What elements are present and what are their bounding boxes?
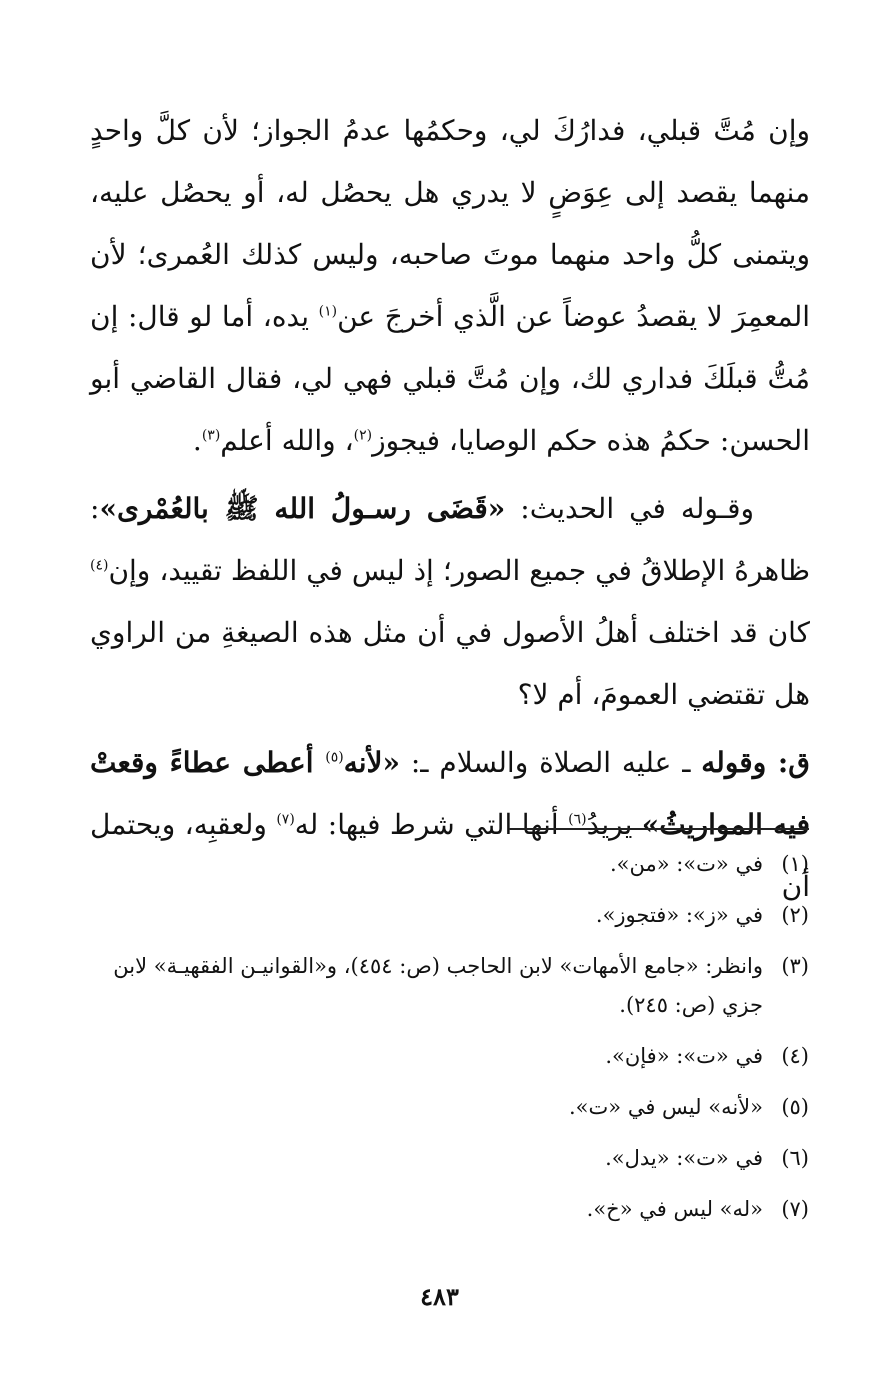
paragraph-2-text-a: وقـوله في الحديث: <box>505 492 755 525</box>
footnote-text: «لأنه» ليس في «ت». <box>569 1095 763 1119</box>
footnote-number: (٢) <box>781 903 809 927</box>
footnote-text: في «ت»: «فإن». <box>605 1044 763 1068</box>
footnote-ref-4[interactable]: (٤) <box>90 557 109 574</box>
main-text <box>90 100 810 922</box>
paragraph-3-text-b: يريدُ <box>586 808 642 841</box>
paragraph-1-text-d: . <box>192 424 202 457</box>
footnote-ref-7[interactable]: (٧) <box>276 811 295 828</box>
paragraph-3-text-a: ـ عليه الصلاة والسلام ـ: <box>399 746 702 779</box>
footnote-text: في «ز»: «فتجوز». <box>595 903 763 927</box>
paragraph-1 <box>90 100 810 472</box>
footnotes <box>89 845 809 1241</box>
footnote-separator <box>509 828 809 830</box>
footnote-2 <box>89 896 809 935</box>
footnote-ref-1[interactable]: (١) <box>318 303 338 320</box>
paragraph-1-text-a: وإن مُتَّ قبلي، فدارُكَ لي، وحكمُها عدمُ الجواز؛ لأن كلَّ واحدٍ منهما يقصد إلى عِوَضٍ لا يدري هل يحصُل له، أو يحصُل عليه، ويتمنى كلُّ واحد منهما موتَ صاحبه، وليس كذلك العُمرى؛ لأن المعمِرَ لا يقصدُ عوضاً عن الَّذي أخرجَ عن <box>90 114 811 333</box>
footnote-number: (٤) <box>781 1044 809 1068</box>
hadith-quote-part-2: أعطى عطاءً وقعتْ فيه المواريثُ» <box>90 746 810 841</box>
footnote-text: في «ت»: «يدل». <box>605 1146 763 1170</box>
footnote-number: (٧) <box>781 1197 809 1221</box>
paragraph-3-lead: ق: وقوله <box>701 746 810 779</box>
footnote-text: في «ت»: «من». <box>609 852 763 876</box>
hadith-quote-part-1: «لأنه <box>343 746 400 779</box>
footnote-5 <box>89 1088 809 1127</box>
page-number: ٤٨٣ <box>420 1282 459 1311</box>
footnote-ref-6[interactable]: (٦) <box>568 811 587 828</box>
footnote-number: (٥) <box>781 1095 809 1119</box>
footnote-ref-3[interactable]: (٣) <box>201 427 221 444</box>
paragraph-2 <box>90 478 810 726</box>
footnote-ref-5[interactable]: (٥) <box>325 749 344 766</box>
hadith-quote: «قَضَى رسـولُ الله ﷺ بالعُمْرى» <box>99 492 506 525</box>
paragraph-1-text-c: ، والله أعلم <box>220 424 354 457</box>
footnote-7 <box>89 1190 809 1229</box>
footnote-number: (١) <box>781 852 809 876</box>
footnote-ref-2[interactable]: (٢) <box>353 427 373 444</box>
footnote-number: (٦) <box>781 1146 809 1170</box>
paragraph-2-text-c: كان قد اختلف أهلُ الأصول في أن مثل هذه الصيغةِ من الراوي هل تقتضي العمومَ، أم لا؟ <box>90 616 810 711</box>
footnote-4 <box>89 1037 809 1076</box>
paragraph-1-text-b: يده، أما لو قال: إن مُتُّ قبلَكَ فداري لك، وإن مُتَّ قبلي فهي لي، فقال القاضي أبو الحسن: حكمُ هذه حكم الوصايا، فيجوز <box>90 300 810 457</box>
footnote-number: (٣) <box>781 954 809 978</box>
footnote-text: وانظر: «جامع الأمهات» لابن الحاجب (ص: ٤٥٤)، و«القوانيـن الفقهيـة» لابن جزي (ص: ٢٤٥). <box>113 954 763 1017</box>
footnote-6 <box>89 1139 809 1178</box>
footnote-3 <box>89 947 809 1025</box>
paragraph-3-text-c: أنها التي شرط فيها: له <box>294 808 569 841</box>
paragraph-2-text-b: : ظاهرهُ الإطلاقُ في جميع الصور؛ إذ ليس في اللفظ تقييد، وإن <box>90 492 810 587</box>
paragraph-3-text-d: ولعقبِه، ويحتمل أن <box>90 808 810 903</box>
footnote-1 <box>89 845 809 884</box>
footnote-text: «له» ليس في «خ». <box>586 1197 763 1221</box>
